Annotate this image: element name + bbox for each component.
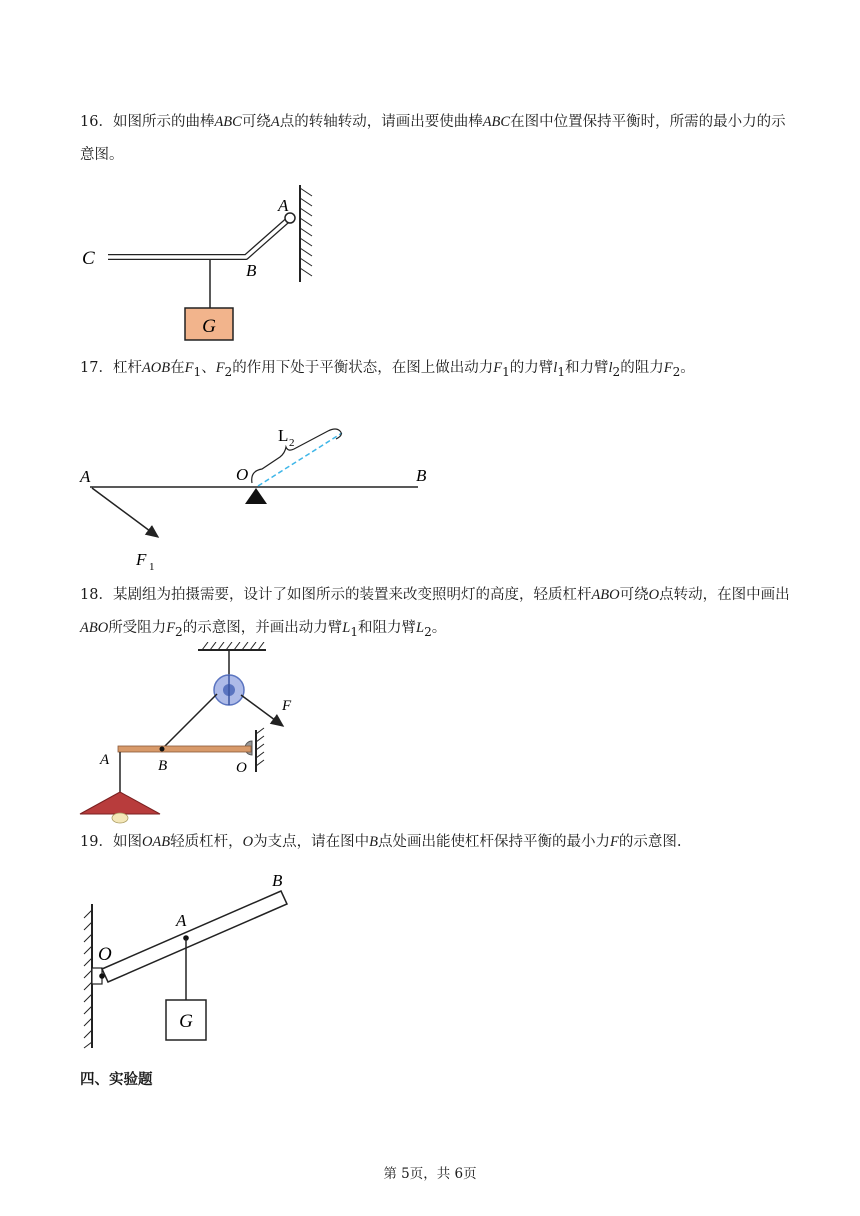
label-a: A (80, 467, 91, 486)
label-b: B (246, 261, 257, 280)
question-18: 18．某剧组为拍摄需要，设计了如图所示的装置来改变照明灯的高度，轻质杠杆ABO可绕O点转动，在图中画出ABO所受阻力$F_2$的示意图，并画出动力臂$L_1$和阻力臂$L_2$。 (80, 587, 790, 639)
page-footer: 第 5页，共 6页 (383, 1166, 477, 1182)
question-17: 17．杠杆AOB在$F_1$、$F_2$的作用下处于平衡状态，在图上做出动力$F_1$的力臂$l_1$和力臂$l_2$的阻力$F_2$。 (80, 360, 695, 379)
label-g: G (202, 316, 216, 337)
label-f: F (282, 698, 292, 714)
label-o: O (98, 944, 112, 965)
question-16: 16．如图所示的曲棒ABC可绕A点的转轴转动，请画出要使曲棒ABC在图中位置保持平衡时，所需的最小力的示意图。 (80, 114, 786, 163)
label-a: A (278, 196, 289, 215)
label-l2-sub: 2 (289, 437, 295, 449)
label-l2: L (278, 426, 289, 445)
figure-18 (78, 642, 308, 832)
label-o: O (236, 465, 249, 484)
label-f1: F (136, 550, 147, 569)
label-b: B (158, 758, 168, 774)
label-a: A (176, 911, 187, 930)
label-o: O (236, 760, 247, 776)
figure-17 (78, 415, 448, 575)
question-19: 19．如图OAB轻质杠杆，O为支点，请在图中B点处画出能使杠杆保持平衡的最小力F的示意图. (80, 834, 682, 850)
section-title: 四、实验题 (80, 1071, 153, 1088)
label-a: A (100, 752, 110, 768)
figure-19 (78, 868, 308, 1053)
label-b: B (416, 466, 427, 485)
label-g: G (179, 1011, 193, 1032)
label-f1-sub: 1 (149, 561, 155, 573)
label-b: B (272, 871, 283, 890)
label-c: C (82, 248, 95, 269)
figure-16 (78, 180, 338, 345)
